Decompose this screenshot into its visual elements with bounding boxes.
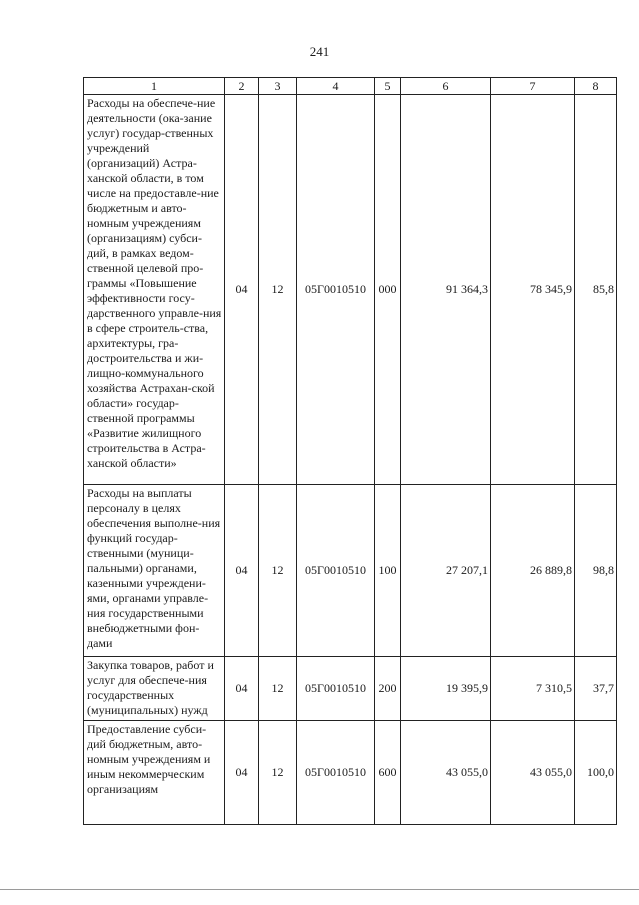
expense-type-cell: 100: [375, 485, 401, 657]
target-article-cell: 05Г0010510: [297, 485, 375, 657]
actual-amount-cell: 43 055,0: [491, 721, 575, 825]
column-header: 8: [575, 78, 617, 95]
budget-table: [83, 77, 617, 825]
target-article-cell: 05Г0010510: [297, 721, 375, 825]
column-header: 2: [225, 78, 259, 95]
table-row: [84, 95, 617, 485]
table-row: [84, 657, 617, 721]
subsection-code-cell: 12: [259, 721, 297, 825]
subsection-code-cell: 12: [259, 485, 297, 657]
subsection-code-cell: 12: [259, 95, 297, 485]
actual-amount-cell: 26 889,8: [491, 485, 575, 657]
table-row: [84, 485, 617, 657]
expense-name-cell: Расходы на выплаты персоналу в целях обеспечения выполне-ния функций государ-ственными (муници-пальными) органами, казенными учреждени-ями, органами управле-ния государственными внебюджетными фон-дами: [84, 485, 225, 657]
column-header: 5: [375, 78, 401, 95]
section-code-cell: 04: [225, 485, 259, 657]
expense-type-cell: 000: [375, 95, 401, 485]
column-header: 7: [491, 78, 575, 95]
column-header: 1: [84, 78, 225, 95]
target-article-cell: 05Г0010510: [297, 95, 375, 485]
table-row: [84, 721, 617, 825]
column-header: 3: [259, 78, 297, 95]
target-article-cell: 05Г0010510: [297, 657, 375, 721]
section-code-cell: 04: [225, 95, 259, 485]
page-number: 241: [309, 44, 330, 59]
percent-cell: 98,8: [575, 485, 617, 657]
percent-cell: 85,8: [575, 95, 617, 485]
percent-cell: 100,0: [575, 721, 617, 825]
column-header: 4: [297, 78, 375, 95]
scan-edge-divider: [0, 889, 639, 890]
subsection-code-cell: 12: [259, 657, 297, 721]
expense-name-cell: Закупка товаров, работ и услуг для обеспече-ния государственных (муниципальных) нужд: [84, 657, 225, 721]
actual-amount-cell: 7 310,5: [491, 657, 575, 721]
section-code-cell: 04: [225, 721, 259, 825]
section-code-cell: 04: [225, 657, 259, 721]
column-header: 6: [401, 78, 491, 95]
planned-amount-cell: 27 207,1: [401, 485, 491, 657]
percent-cell: 37,7: [575, 657, 617, 721]
planned-amount-cell: 91 364,3: [401, 95, 491, 485]
expense-name-cell: Предоставление субси-дий бюджетным, авто-номным учреждениям и иным некоммерческим организациям: [84, 721, 225, 825]
actual-amount-cell: 78 345,9: [491, 95, 575, 485]
planned-amount-cell: 43 055,0: [401, 721, 491, 825]
planned-amount-cell: 19 395,9: [401, 657, 491, 721]
expense-type-cell: 200: [375, 657, 401, 721]
expense-name-cell: Расходы на обеспече-ние деятельности (ока-зание услуг) государ-ственных учреждений (организаций) Астра-ханской области, в том числе на предоставле-ние бюджетным и авто-номным учреждениям (организациям) субси-дий, в рамках ведом-ственной целевой про-граммы «Повышение эффективности госу-дарственного управле-ния в сфере строитель-ства, архитектуры, гра-достроительства и жи-лищно-коммунального хозяйства Астрахан-ской области» государ-ственной программы «Развитие жилищного строительства в Астра-ханской области»: [84, 95, 225, 485]
expense-type-cell: 600: [375, 721, 401, 825]
table-header: [84, 78, 617, 95]
